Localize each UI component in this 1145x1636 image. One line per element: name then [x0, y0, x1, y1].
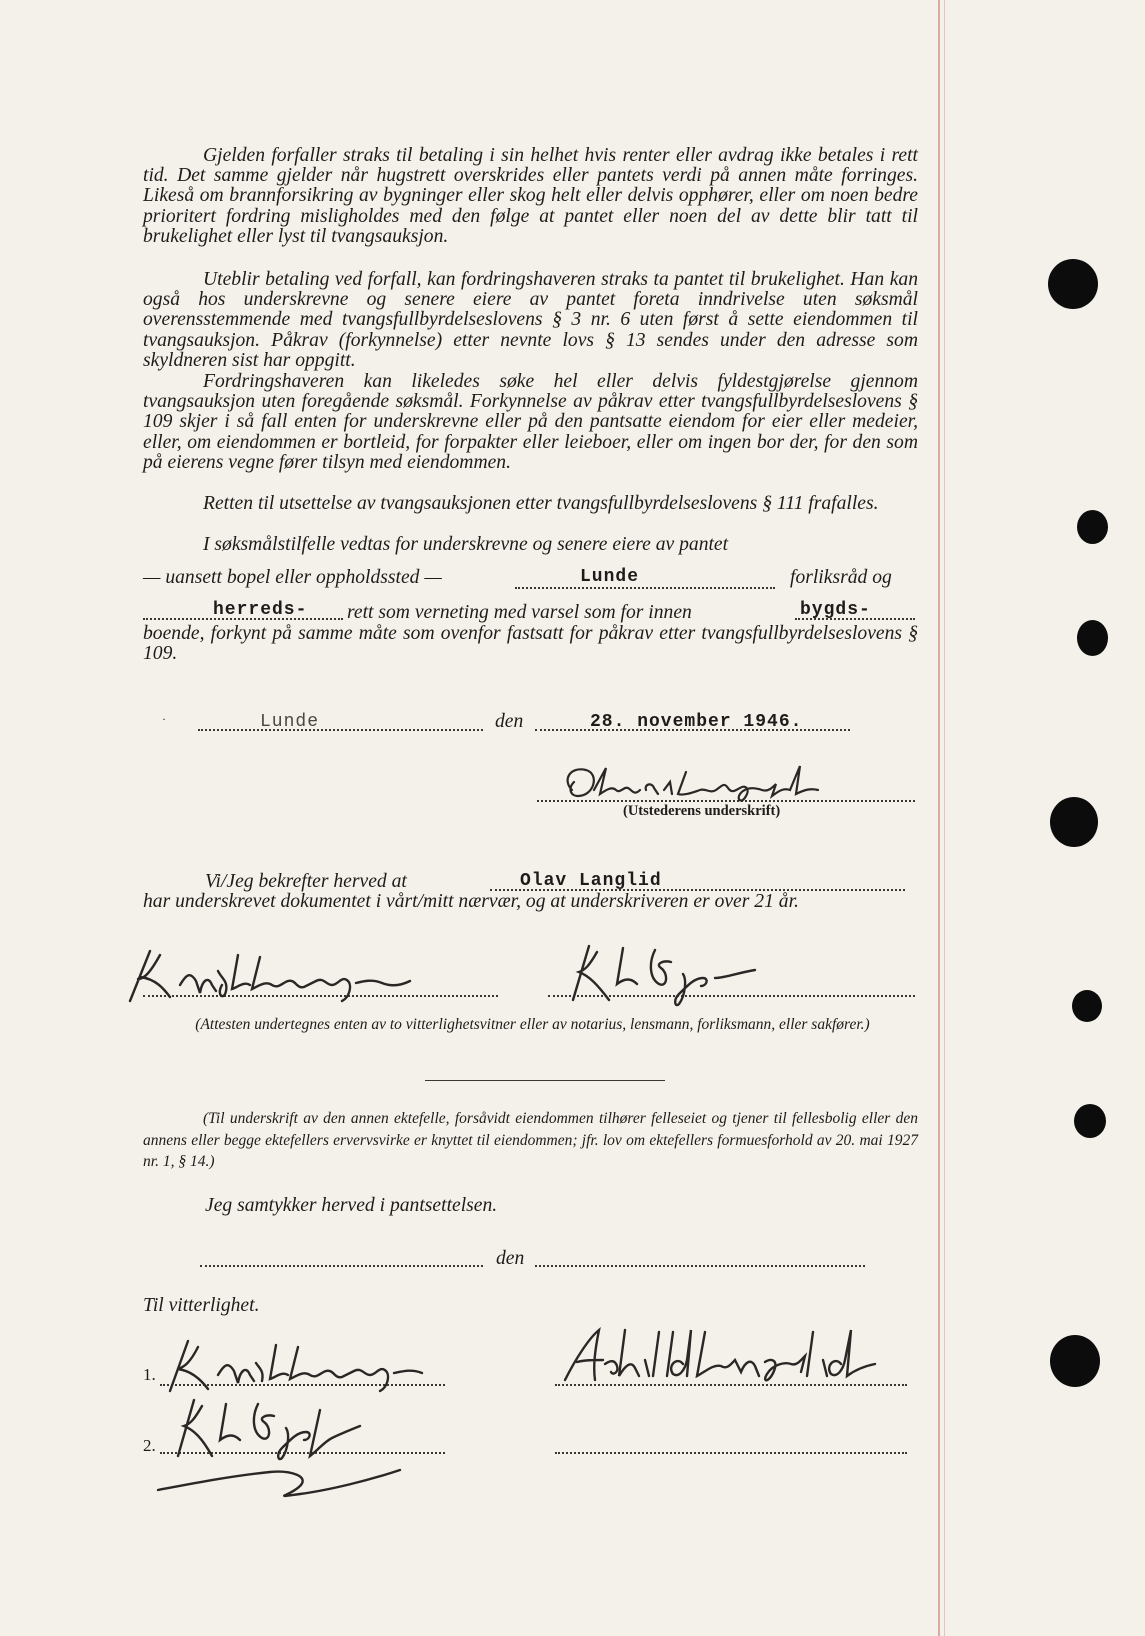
clause-auction-text: Fordringshaveren kan likeledes søke hel eller delvis fyldestgjørelse gjennom tvangsauksjon uten foregående søksmål. Forkynnelse av påkrav etter tvangsfullbyrdelseslovens § 109 skjer i så fall enten for underskrevne eller på den pantsatte eiendom for eier eller medeier, eller, om eiendommen er bortleid, for forpakter eller leieboer, eller om ingen bor der, for den som på eierens vegne fører tilsyn med eiendommen. — [143, 371, 918, 473]
clause-default — [143, 146, 918, 247]
divider — [425, 1080, 665, 1081]
clause-venue-intro-text: I søksmålstilfelle vedtas for underskrevne og senere eiere av pantet — [203, 534, 729, 555]
clause-auction — [143, 372, 918, 473]
attestation-number-1: 1. — [143, 1365, 156, 1384]
binder-hole — [1077, 510, 1108, 544]
venue-place: Lunde — [580, 567, 640, 587]
issuer-caption: (Utstederens underskrift) — [623, 803, 781, 819]
margin-line — [938, 0, 940, 1636]
attestation-line-spouse-2 — [555, 1452, 907, 1454]
witness-name: Olav Langlid — [520, 871, 662, 891]
date-place: Lunde — [260, 712, 320, 732]
witness-note-text: (Attesten undertegnes enten av to vitterlighetsvitner eller av notarius, lensmann, forliksmann, eller sakfører.) — [195, 1016, 870, 1033]
consent-date-line — [535, 1265, 865, 1267]
clause-venue-intro — [143, 535, 918, 555]
witness-prefix: Vi/Jeg bekrefter herved at — [205, 871, 407, 892]
resident-type: bygds- — [800, 600, 871, 620]
court-type: herreds- — [213, 600, 308, 620]
date-place-line — [198, 729, 483, 731]
attestation-signature-1 — [160, 1335, 445, 1395]
binder-hole — [1050, 797, 1098, 847]
issuer-signature — [560, 760, 870, 808]
venue-tail-text: boende, forkynt på samme måte som ovenfor fastsatt for påkrav etter tvangsfullbyrdelseslovens § 109. — [143, 623, 918, 665]
date-den: den — [495, 711, 524, 732]
witness-rest-text: har underskrevet dokumentet i vårt/mitt nærvær, og at underskriveren er over 21 år. — [143, 891, 799, 912]
clause-postponement-text: Retten til utsettelse av tvangsauksjonen etter tvangsfullbyrdelseslovens § 111 frafalles. — [203, 493, 879, 514]
witness-note — [155, 1014, 910, 1035]
attestation-signature-spouse — [555, 1320, 935, 1390]
clause-postponement — [143, 494, 918, 514]
witness-rest — [143, 892, 918, 912]
margin-line-inner — [944, 0, 945, 1636]
bullet-mark: · — [162, 712, 166, 726]
spouse-note-text: (Til underskrift av den annen ektefelle, forsåvidt eiendommen tilhører felleseiet og tjener til fellesbolig eller den annens eller begge ektefellers ervervsvirke er knyttet til eiendommen; jfr. lov om ektefellers formuesforhold av 20. mai 1927 nr. 1, § 14.) — [143, 1110, 918, 1170]
attestation-heading: Til vitterlighet. — [143, 1295, 260, 1316]
clause-default-text: Gjelden forfaller straks til betaling i sin helhet hvis renter eller avdrag ikke betales i rett tid. Det samme gjelder når hugstrett overskrides eller pantets verdi på annen måte forringes. Likeså om brannforsikring av bygninger eller skog helt eller delvis opphører, eller om noen bedre prioritert fordring misligholdes med den følge at pantet eller noen del av dette blir tatt til brukelighet eller lyst til tvangsauksjon. — [143, 145, 918, 247]
clause-collection-text: Uteblir betaling ved forfall, kan fordringshaveren straks ta pantet til brukelighet. Han kan også hos underskrevne og senere eiere av pantet foreta inndrivelse uten søksmål overensstemmende med tvangsfullbyrdelseslovens § 3 nr. 6 uten først å sette eiendommen til tvangsauksjon. Påkrav (forkynnelse) etter nevnte lovs § 13 sendes under den adresse som skyldneren sist har oppgitt. — [143, 269, 918, 371]
consent-den: den — [496, 1248, 525, 1269]
binder-hole — [1077, 620, 1108, 656]
venue-tail — [143, 624, 918, 664]
consent-text: Jeg samtykker herved i pantsettelsen. — [205, 1195, 498, 1216]
attestation-number-2: 2. — [143, 1436, 156, 1455]
venue-suffix: forliksråd og — [790, 567, 892, 588]
witness-signature-right — [555, 938, 815, 1008]
witness-signature-left — [120, 945, 420, 1005]
venue-prefix: — uansett bopel eller oppholdssted — — [143, 567, 442, 588]
binder-hole — [1048, 259, 1098, 309]
binder-hole — [1050, 1335, 1100, 1387]
clause-collection — [143, 270, 918, 371]
venue-place-line — [515, 587, 775, 589]
attestation-signature-2 — [150, 1390, 410, 1520]
binder-hole — [1074, 1104, 1106, 1138]
consent-place-line — [200, 1265, 483, 1267]
spouse-note — [143, 1108, 918, 1173]
binder-hole — [1072, 990, 1102, 1022]
court-text: rett som verneting med varsel som for innen — [347, 602, 692, 623]
date-value: 28. november 1946. — [590, 712, 803, 732]
